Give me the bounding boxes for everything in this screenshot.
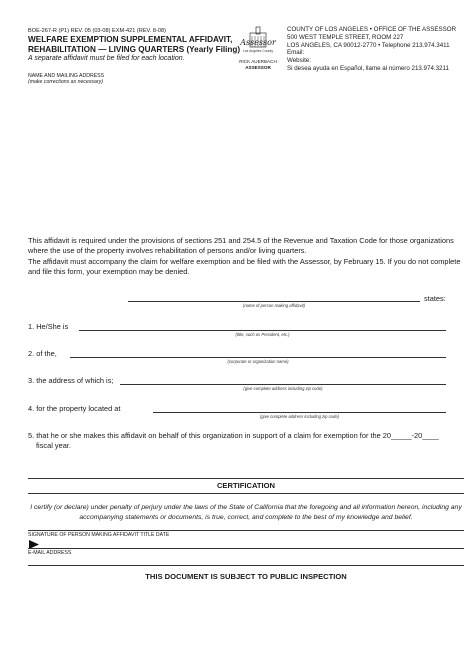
item4-label: 4. for the property located at: [28, 404, 121, 413]
office-line3: LOS ANGELES, CA 90012-2770 • Telephone 213.974.3411: [287, 41, 450, 49]
item3-caption: (give complete address including zip code): [243, 386, 323, 391]
item1-label: 1. He/She is: [28, 322, 69, 331]
mailing-address-area[interactable]: [28, 88, 228, 228]
email-bottom-rule: [28, 565, 464, 566]
assessor-title: ASSESSOR: [245, 64, 271, 70]
form-title-line2: REHABILITATION — LIVING QUARTERS (Yearly Filing): [28, 44, 241, 54]
certification-heading: CERTIFICATION: [216, 481, 276, 490]
mailing-address-note: (make corrections as necessary): [28, 79, 103, 85]
office-line2: 500 WEST TEMPLE STREET, ROOM 227: [287, 33, 404, 41]
item1-caption: (title, such as President, etc.): [235, 332, 290, 337]
form-title: [28, 35, 258, 54]
signature-bottom-rule: [28, 548, 464, 549]
email-address-field[interactable]: [28, 556, 464, 565]
item4-caption: (give complete address including zip code): [259, 414, 340, 419]
office-email-label: Email:: [287, 49, 305, 57]
signature-top-rule: [28, 530, 464, 531]
item4-property-line[interactable]: [153, 412, 446, 413]
svg-text:Los Angeles County: Los Angeles County: [242, 49, 274, 53]
svg-text:Assessor: Assessor: [240, 38, 276, 47]
person-name-line[interactable]: [128, 301, 420, 302]
signature-field[interactable]: [28, 537, 464, 548]
signature-header: SIGNATURE OF PERSON MAKING AFFIDAVIT TITLE DATE: [28, 532, 170, 538]
office-website-label: Website:: [287, 57, 311, 65]
certification-text: I certify (or declare) under penalty of perjury under the laws of the State of California that the foregoing and all information hereon, including any accompanying statements or documents, is true, correct, and complete to the best of my knowledge and belief.: [30, 504, 462, 521]
intro-paragraph-2: The affidavit must accompany the claim for welfare exemption and be filed with the Assessor, by February 15. If you do not complete and file this form, your exemption may be denied.: [28, 257, 461, 276]
form-number: BOE-267-R (P1) REV. 05 (03-08) EXM-421 (REV. 8-08): [28, 28, 166, 34]
assessor-seal-logo: [236, 25, 280, 59]
states-label: states:: [424, 294, 446, 303]
item2-label: 2. of the,: [28, 349, 57, 358]
public-inspection-notice: THIS DOCUMENT IS SUBJECT TO PUBLIC INSPECTION: [145, 572, 347, 581]
item2-caption: (corporate or organization name): [227, 359, 289, 364]
item1-title-line[interactable]: [79, 330, 446, 331]
item3-address-line[interactable]: [120, 384, 446, 385]
assessor-block: [234, 59, 282, 70]
email-address-label: E-MAIL ADDRESS: [28, 550, 72, 556]
intro-paragraph-1: This affidavit is required under the provisions of sections 251 and 254.5 of the Revenue and Taxation Code for those organizations where the use of the property involves rehabilitation of persons and/or living quarters.: [28, 236, 454, 255]
mailing-address-label: NAME AND MAILING ADDRESS: [28, 73, 105, 79]
form-subtitle: A separate affidavit must be filed for each location.: [28, 55, 185, 62]
office-spanish-note: Si desea ayuda en Español, llame al número 213.974.3211: [287, 64, 449, 72]
office-contact: [287, 26, 472, 73]
assessor-name: RICK AUERBACH: [239, 59, 277, 64]
person-name-caption: (name of person making affidavit): [242, 303, 306, 308]
office-line1: COUNTY OF LOS ANGELES • OFFICE OF THE ASSESSOR: [287, 26, 457, 33]
item5-fiscal-year: fiscal year.: [36, 441, 71, 450]
item2-organization-line[interactable]: [70, 357, 446, 358]
item3-label: 3. the address of which is;: [28, 376, 114, 385]
item5-text: 5. that he or she makes this affidavit on behalf of this organization in support of a claim for exemption for the 20_____-20____: [28, 431, 439, 440]
form-title-line1: WELFARE EXEMPTION SUPPLEMENTAL AFFIDAVIT,: [28, 35, 233, 44]
